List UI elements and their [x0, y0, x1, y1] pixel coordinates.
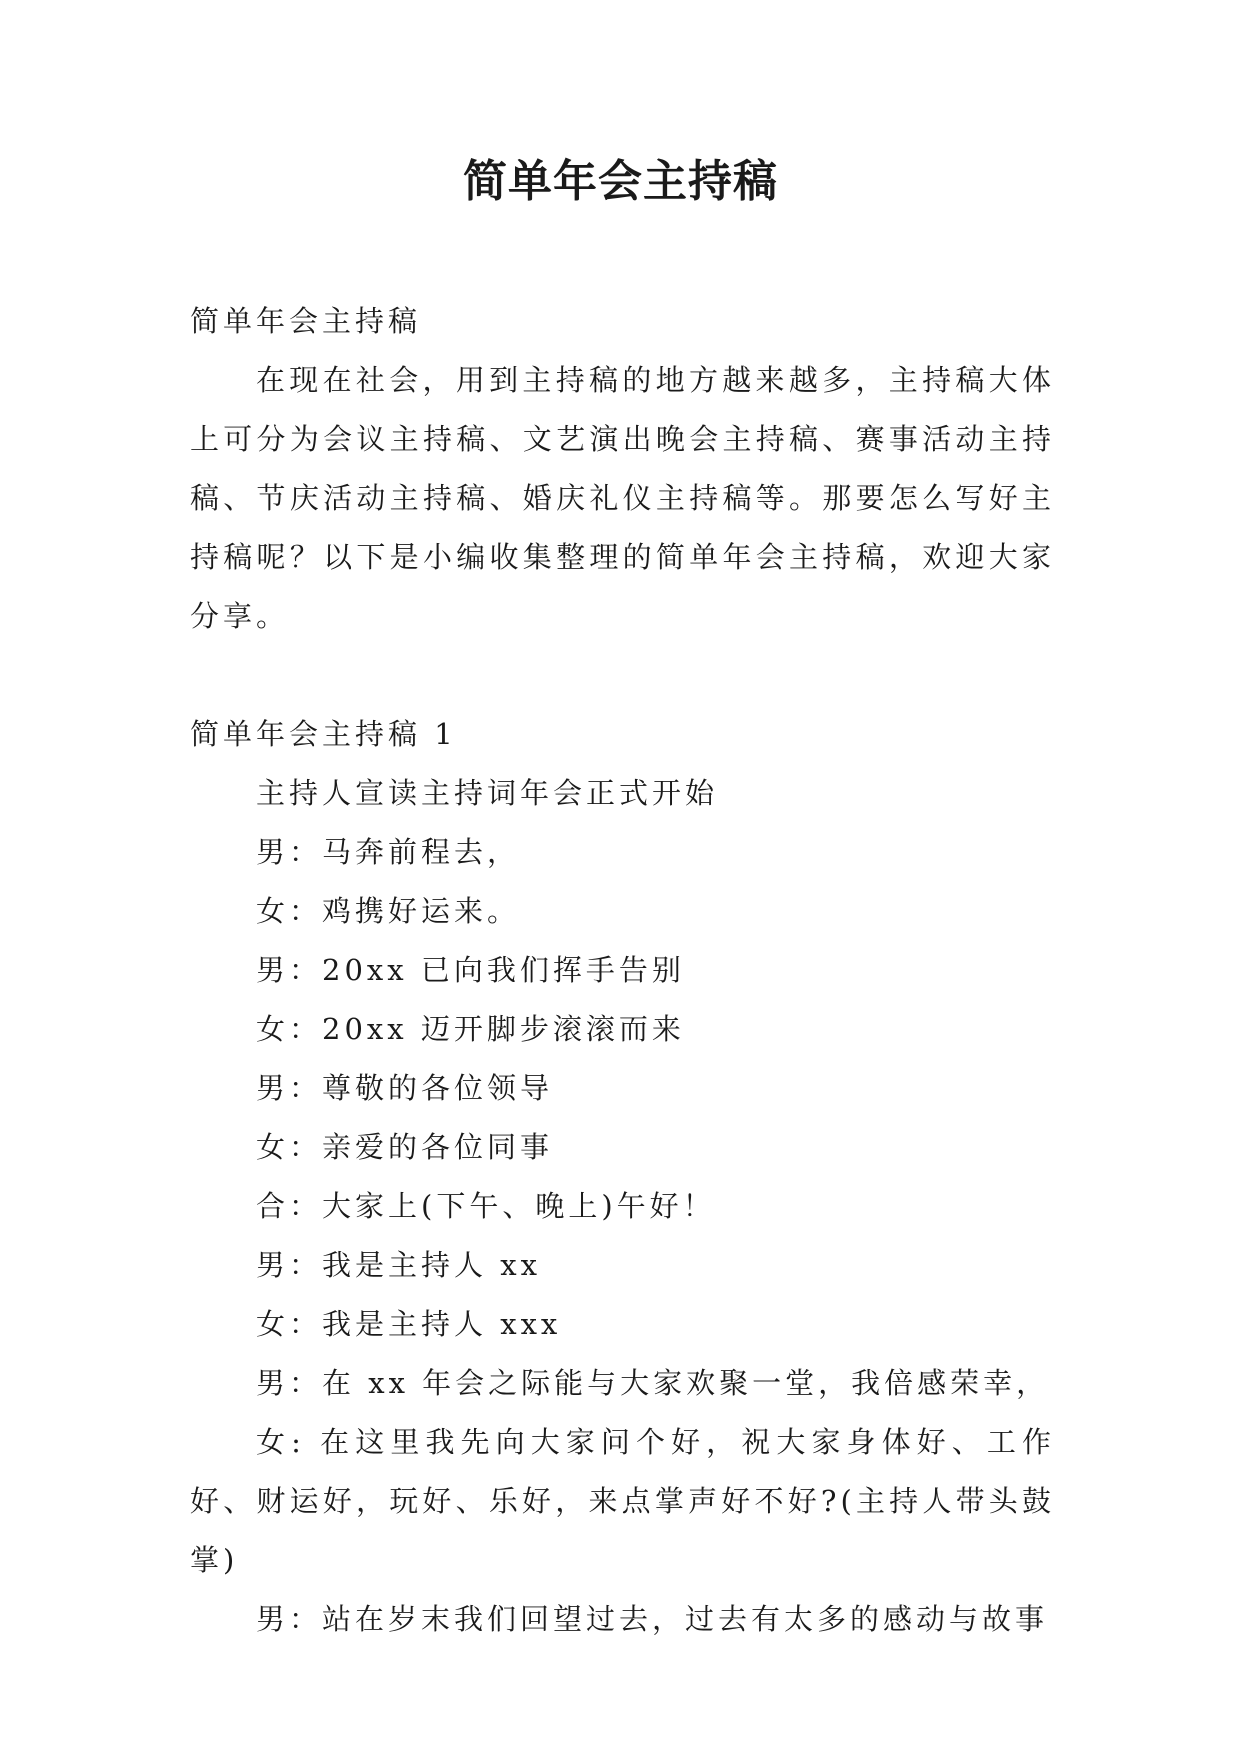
script-line: 男：马奔前程去， — [256, 835, 521, 869]
script-line: 男：尊敬的各位领导 — [256, 1071, 554, 1105]
script-line: 女：鸡携好运来。 — [256, 894, 521, 928]
section-title: 简单年会主持稿 1 — [190, 717, 457, 751]
script-line: 男：20xx 已向我们挥手告别 — [256, 953, 685, 987]
intro-paragraph: 在现在社会，用到主持稿的地方越来越多，主持稿大体上可分为会议主持稿、文艺演出晚会主持稿、赛事活动主持稿、节庆活动主持稿、婚庆礼仪主持稿等。那要怎么写好主持稿呢？以下是小编收集整理的简单年会主持稿，欢迎大家分享。 — [190, 363, 1055, 633]
document-title: 简单年会主持稿 — [463, 156, 778, 207]
script-line: 女：20xx 迈开脚步滚滚而来 — [256, 1012, 685, 1046]
script-line: 男：我是主持人 xx — [256, 1248, 541, 1282]
script-line: 男：站在岁末我们回望过去，过去有太多的感动与故事 — [256, 1602, 1049, 1636]
script-line: 女：我是主持人 xxx — [256, 1307, 562, 1341]
script-line: 女：亲爱的各位同事 — [256, 1130, 554, 1164]
script-line: 主持人宣读主持词年会正式开始 — [256, 776, 719, 810]
script-line: 男：在 xx 年会之际能与大家欢聚一堂，我倍感荣幸， — [256, 1366, 1050, 1400]
document-subtitle: 简单年会主持稿 — [190, 304, 422, 338]
script-line: 女: 在这里我先向大家问个好，祝大家身体好、工作好、财运好，玩好、乐好，来点掌声好不好?(主持人带头鼓掌) — [190, 1425, 1055, 1577]
script-line: 合：大家上(下午、晚上)午好！ — [256, 1189, 716, 1223]
paragraph-gap — [190, 646, 1055, 705]
document-body — [190, 292, 1055, 1649]
